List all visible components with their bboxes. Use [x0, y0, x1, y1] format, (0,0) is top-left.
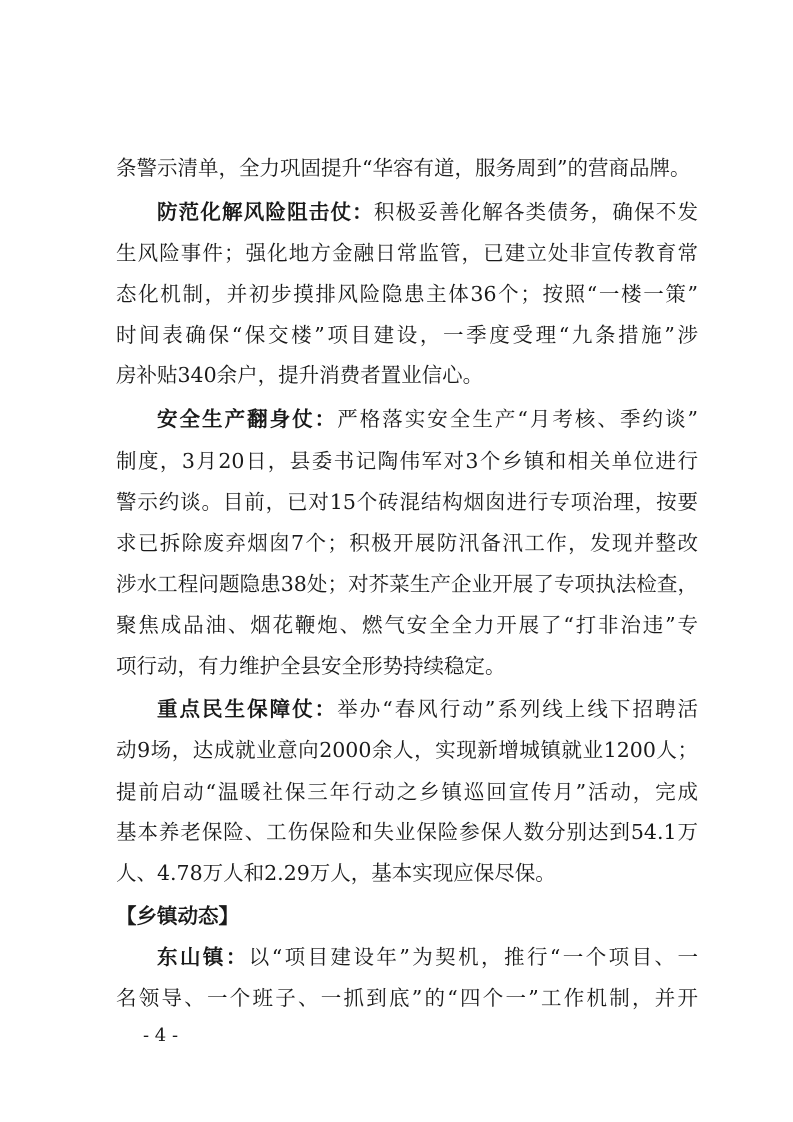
paragraph-line: 聚焦成品油、烟花鞭炮、燃气安全全力开展了“打非治违”专 [116, 613, 698, 637]
paragraph-line: 生风险事件；强化地方金融日常监管，已建立处非宣传教育常 [116, 241, 698, 265]
paragraph-line: 人、4.78万人和2.29万人，基本实现应保尽保。 [116, 861, 556, 885]
paragraph-line: 态化机制，并初步摸排风险隐患主体36个；按照“一楼一策” [116, 282, 698, 306]
town-paragraph-line: 名领导、一个班子、一抓到底”的“四个一”工作机制，并开 [116, 986, 698, 1010]
paragraph-line: 涉水工程问题隐患38处；对芥菜生产企业开展了专项执法检查， [116, 572, 698, 596]
town-text: 以“项目建设年”为契机，推行“一个项目、一 [248, 945, 698, 969]
paragraph-first-line [157, 403, 698, 435]
paragraph-line: 基本养老保险、工伤保险和失业保险参保人数分别达到54.1万 [116, 820, 698, 844]
section-heading: 【乡镇动态】 [116, 904, 239, 928]
paragraph-lead: 防范化解风险阻击仗： [157, 200, 374, 224]
paragraph-line: 项行动，有力维护全县安全形势持续稳定。 [116, 654, 506, 678]
paragraph-line: 房补贴340余户，提升消费者置业信心。 [116, 363, 484, 387]
paragraph-line: 提前启动“温暖社保三年行动之乡镇巡回宣传月”活动，完成 [116, 780, 698, 804]
paragraph-line: 动9场，达成就业意向2000余人，实现新增城镇就业1200人； [116, 738, 698, 762]
paragraph-line: 时间表确保“保交楼”项目建设，一季度受理“九条措施”涉 [116, 323, 698, 347]
paragraph-text: 积极妥善化解各类债务，确保不发 [373, 200, 698, 224]
paragraph-text: 举办“春风行动”系列线上线下招聘活 [337, 697, 699, 721]
paragraph-line: 警示约谈。目前，已对15个砖混结构烟囱进行专项治理，按要 [116, 490, 698, 514]
town-paragraph-first-line [157, 941, 698, 973]
paragraph-first-line [157, 693, 698, 725]
paragraph-line: 条警示清单，全力巩固提升“华容有道，服务周到”的营商品牌。 [116, 156, 691, 180]
page-number: - 4 - [143, 1025, 179, 1046]
paragraph-lead: 重点民生保障仗： [157, 697, 338, 721]
paragraph-first-line [157, 196, 698, 228]
paragraph-text: 严格落实安全生产“月考核、季约谈” [337, 407, 699, 431]
town-lead: 东山镇： [157, 945, 249, 969]
paragraph-line: 求已拆除废弃烟囱7个；积极开展防汛备汛工作，发现并整改 [116, 531, 698, 555]
paragraph-line: 制度，3月20日，县委书记陶伟军对3个乡镇和相关单位进行 [116, 449, 698, 473]
paragraph-lead: 安全生产翻身仗： [157, 407, 338, 431]
